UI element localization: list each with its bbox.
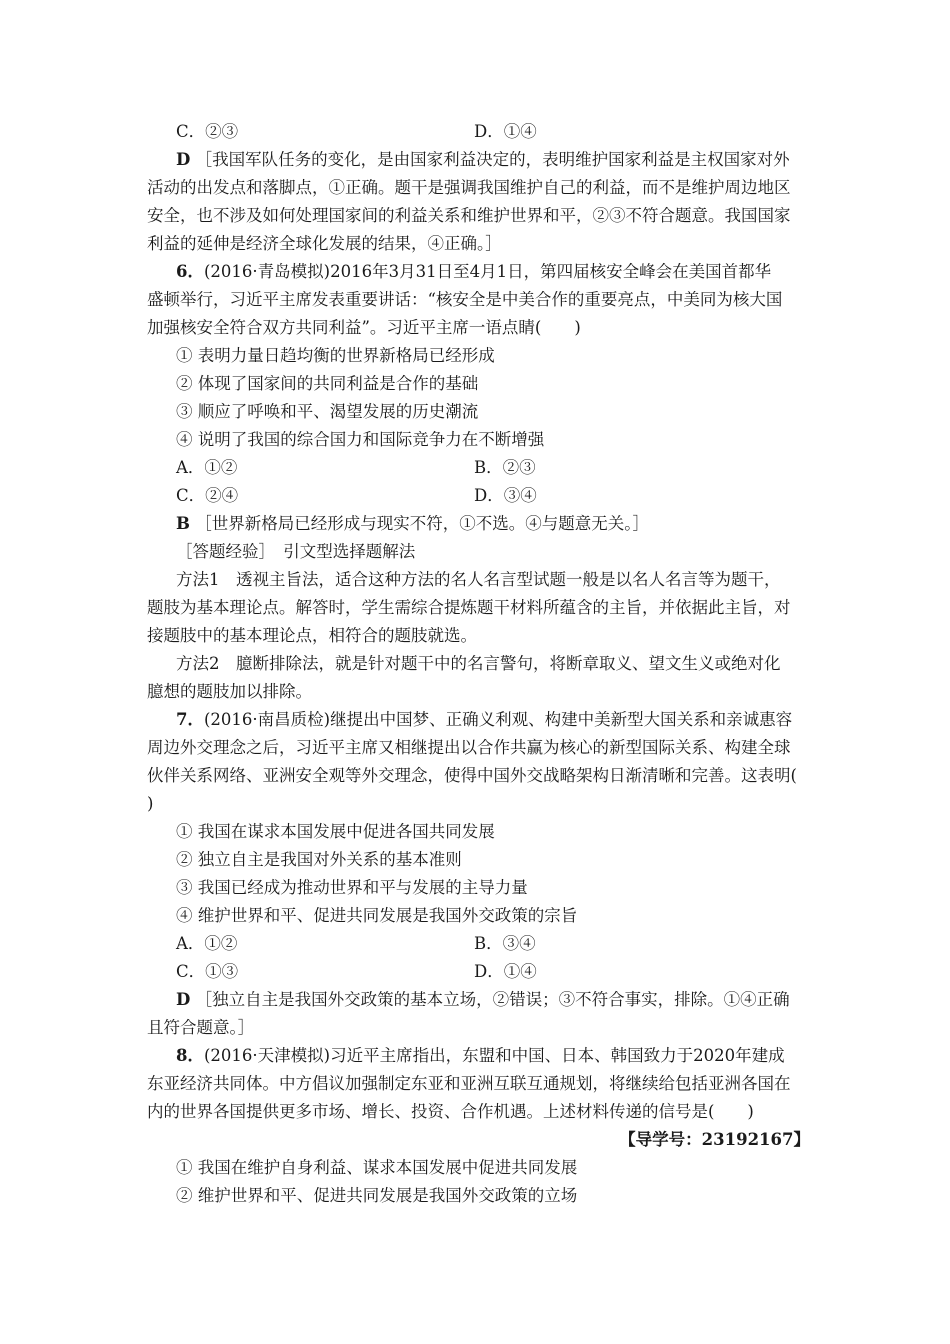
answer-letter: D (176, 150, 191, 169)
method-text: 方法1 透视主旨法，适合这种方法的名人名言型试题一般是以名人名言等为题干， (176, 570, 781, 589)
stem-text: ) (147, 794, 154, 813)
explanation-text: ［我国军队任务的变化，是由国家利益决定的，表明维护国家利益是主权国家对外 (195, 150, 790, 169)
guide-number: 【导学号：23192167】 (619, 1130, 810, 1149)
method-text: 臆想的题肢加以排除。 (147, 682, 312, 701)
question-number: 6． (176, 262, 204, 281)
stem-text: (2016·青岛模拟)2016年3月31日至4月1日，第四届核安全峰会在美国首都华 (203, 262, 772, 281)
option-b: B．③④ (474, 934, 536, 953)
statement-item: ② 体现了国家间的共同利益是合作的基础 (176, 374, 479, 393)
stem-text: 东亚经济共同体。中方倡议加强制定东亚和亚洲互联互通规划，将继续给包括亚洲各国在 (147, 1074, 791, 1093)
answer-explanation (176, 146, 790, 174)
stem-text: 伙伴关系网络、亚洲安全观等外交理念，使得中国外交战略架构日渐清晰和完善。这表明( (147, 766, 797, 785)
method-text: 接题肢中的基本理论点，相符合的题肢就选。 (147, 626, 477, 645)
option-d: D．③④ (474, 486, 537, 505)
option-c: C．②③ (176, 122, 239, 141)
option-b: B．②③ (474, 458, 536, 477)
option-d: D．①④ (474, 962, 537, 981)
stem-text: 加强核安全符合双方共同利益”。习近平主席一语点睛( ) (147, 318, 581, 337)
answer-letter: B (176, 514, 190, 533)
statement-item: ② 维护世界和平、促进共同发展是我国外交政策的立场 (176, 1186, 578, 1205)
statement-item: ① 表明力量日趋均衡的世界新格局已经形成 (176, 346, 495, 365)
stem-text: 内的世界各国提供更多市场、增长、投资、合作机遇。上述材料传递的信号是( ) (147, 1102, 754, 1121)
statement-item: ① 我国在维护自身利益、谋求本国发展中促进共同发展 (176, 1158, 578, 1177)
option-a: A．①② (176, 458, 238, 477)
explanation-text: 利益的延伸是经济全球化发展的结果，④正确。］ (147, 234, 502, 253)
question-6-stem (176, 258, 771, 286)
option-c: C．②④ (176, 486, 239, 505)
explanation-text: 安全，也不涉及如何处理国家间的利益关系和维护世界和平，②③不符合题意。我国国家 (147, 206, 791, 225)
question-number: 8． (176, 1046, 204, 1065)
method-text: 题肢为基本理论点。解答时，学生需综合提炼题干材料所蕴含的主旨，并依据此主旨，对 (147, 598, 791, 617)
statement-item: ① 我国在谋求本国发展中促进各国共同发展 (176, 822, 495, 841)
answer-explanation (176, 986, 790, 1014)
stem-text: 周边外交理念之后，习近平主席又相继提出以合作共赢为核心的新型国际关系、构建全球 (147, 738, 791, 757)
option-d: D．①④ (474, 122, 537, 141)
stem-text: (2016·南昌质检)继提出中国梦、正确义利观、构建中美新型大国关系和亲诚惠容 (203, 710, 793, 729)
answer-letter: D (176, 990, 191, 1009)
question-8-stem (176, 1042, 785, 1070)
answer-explanation (176, 510, 649, 538)
option-a: A．①② (176, 934, 238, 953)
question-number: 7． (176, 710, 204, 729)
method-text: 方法2 臆断排除法，就是针对题干中的名言警句，将断章取义、望文生义或绝对化 (176, 654, 781, 673)
explanation-text: ［独立自主是我国外交政策的基本立场，②错误；③不符合事实，排除。①④正确 (195, 990, 790, 1009)
statement-item: ③ 顺应了呼唤和平、渴望发展的历史潮流 (176, 402, 479, 421)
explanation-text: 活动的出发点和落脚点，①正确。题干是强调我国维护自己的利益，而不是维护周边地区 (147, 178, 791, 197)
tips-heading: ［答题经验］ 引文型选择题解法 (176, 542, 416, 561)
question-7-stem (176, 706, 792, 734)
statement-item: ④ 维护世界和平、促进共同发展是我国外交政策的宗旨 (176, 906, 578, 925)
stem-text: 盛顿举行，习近平主席发表重要讲话：“核安全是中美合作的重要亮点，中美同为核大国 (147, 290, 783, 309)
explanation-text: 且符合题意。］ (147, 1018, 255, 1037)
statement-item: ④ 说明了我国的综合国力和国际竞争力在不断增强 (176, 430, 545, 449)
statement-item: ② 独立自主是我国对外关系的基本准则 (176, 850, 462, 869)
stem-text: (2016·天津模拟)习近平主席指出，东盟和中国、日本、韩国致力于2020年建成 (203, 1046, 785, 1065)
option-c: C．①③ (176, 962, 239, 981)
explanation-text: ［世界新格局已经形成与现实不符，①不选。④与题意无关。］ (195, 514, 649, 533)
statement-item: ③ 我国已经成为推动世界和平与发展的主导力量 (176, 878, 528, 897)
